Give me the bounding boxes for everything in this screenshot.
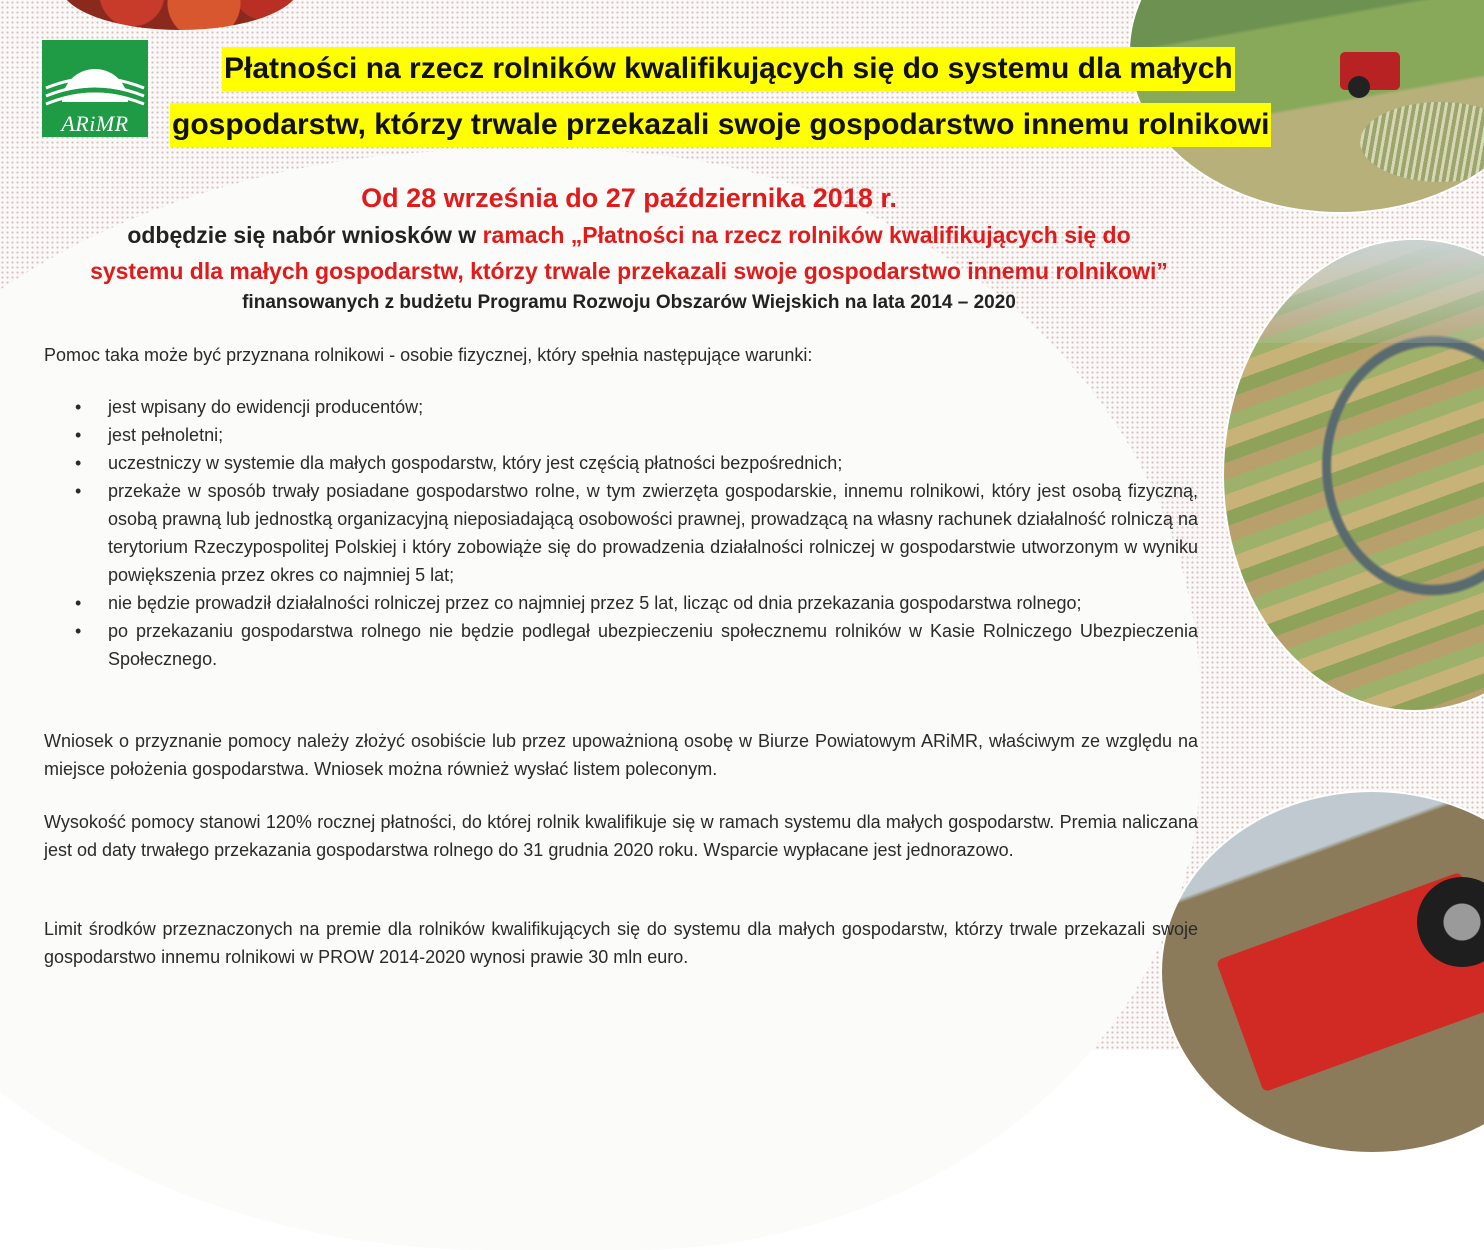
list-item — [44, 589, 1198, 617]
conditions-intro: Pomoc taka może być przyznana rolnikowi - osobie fizycznej, który spełnia następujące warunki: — [44, 345, 813, 365]
application-paragraph: Wniosek o przyznanie pomocy należy złożyć osobiście lub przez upoważnioną osobę w Biurze Powiatowym ARiMR, właściwym ze względu na miejsce położenia gospodarstwa. Wniosek można również wysłać listem poleconym. — [44, 731, 1198, 779]
announcement-line-1 — [0, 219, 1258, 251]
list-item — [44, 617, 1198, 673]
bullet-icon: • — [75, 621, 82, 641]
bullet-icon: • — [75, 453, 82, 473]
list-item — [44, 421, 1198, 449]
bullet-icon: • — [75, 481, 82, 501]
limit-paragraph: Limit środków przeznaczonych na premie dla rolników kwalifikujących się do systemu dla małych gospodarstw, którzy trwale przekazali swoje gospodarstwo innemu rolnikowi w PROW 2014-2020 wynosi prawie 30 mln euro. — [44, 919, 1198, 967]
title-line-2: gospodarstw, którzy trwale przekazali swoje gospodarstwo innemu rolnikowi — [170, 103, 1271, 147]
amount-paragraph: Wysokość pomocy stanowi 120% rocznej płatności, do której rolnik kwalifikuje się w ramach systemu dla małych gospodarstw. Premia naliczana jest od daty trwałego przekazania gospodarstwa rolnego do 31 grudnia 2020 roku. Wsparcie wypłacane jest jednorazowo. — [44, 812, 1198, 860]
conditions-list — [44, 393, 1198, 673]
bullet-icon: • — [75, 593, 82, 613]
logo-text: ARiMR — [61, 111, 129, 136]
bullet-icon: • — [75, 425, 82, 445]
announcement-line-3: finansowanych z budżetu Programu Rozwoju Obszarów Wiejskich na lata 2014 – 2020 — [242, 292, 1016, 313]
sky-haze — [1224, 240, 1484, 343]
condition-text: przekaże w sposób trwały posiadane gospodarstwo rolne, w tym zwierzęta gospodarskie, innemu rolnikowi, który jest osobą fizyczną, osobą prawną lub jednostką organizacyjną nieposiadającą osobowości prawnej, prowadzącą na własny rachunek działalność rolniczą na terytorium Rzeczypospolitej Polskiej i który zobowiąże się do prowadzenia działalności rolniczej w gospodarstwie utworzonym w wyniku powiększenia przez okres co najmniej 5 lat; — [108, 481, 1198, 585]
announcement-line-1-red: ramach „Płatności na rzecz rolników kwalifikujących się do — [482, 222, 1131, 248]
title-line-1: Płatności na rzecz rolników kwalifikujących się do systemu dla małych — [222, 47, 1235, 91]
list-item — [44, 449, 1198, 477]
tractor-shape — [1340, 52, 1400, 90]
condition-text: nie będzie prowadził działalności rolniczej przez co najmniej przez 5 lat, licząc od dnia przekazania gospodarstwa rolnego; — [108, 593, 1082, 613]
list-item — [44, 477, 1198, 589]
list-item — [44, 393, 1198, 421]
recruitment-dates: Od 28 września do 27 października 2018 r. — [361, 183, 897, 213]
bullet-icon: • — [75, 397, 82, 417]
hay-rows — [1360, 102, 1484, 182]
arimr-logo — [42, 40, 148, 137]
announcement-line-1-black: odbędzie się nabór wniosków w — [127, 222, 483, 248]
condition-text: jest wpisany do ewidencji producentów; — [108, 397, 424, 417]
condition-text: po przekazaniu gospodarstwa rolnego nie będzie podlegał ubezpieczeniu społecznemu rolników w Kasie Rolniczego Ubezpieczenia Społecznego. — [108, 621, 1198, 669]
condition-text: uczestniczy w systemie dla małych gospodarstw, który jest częścią płatności bezpośrednich; — [108, 453, 843, 473]
condition-text: jest pełnoletni; — [108, 425, 224, 445]
announcement-line-2: systemu dla małych gospodarstw, którzy trwale przekazali swoje gospodarstwo innemu rolnikowi” — [90, 258, 1168, 284]
